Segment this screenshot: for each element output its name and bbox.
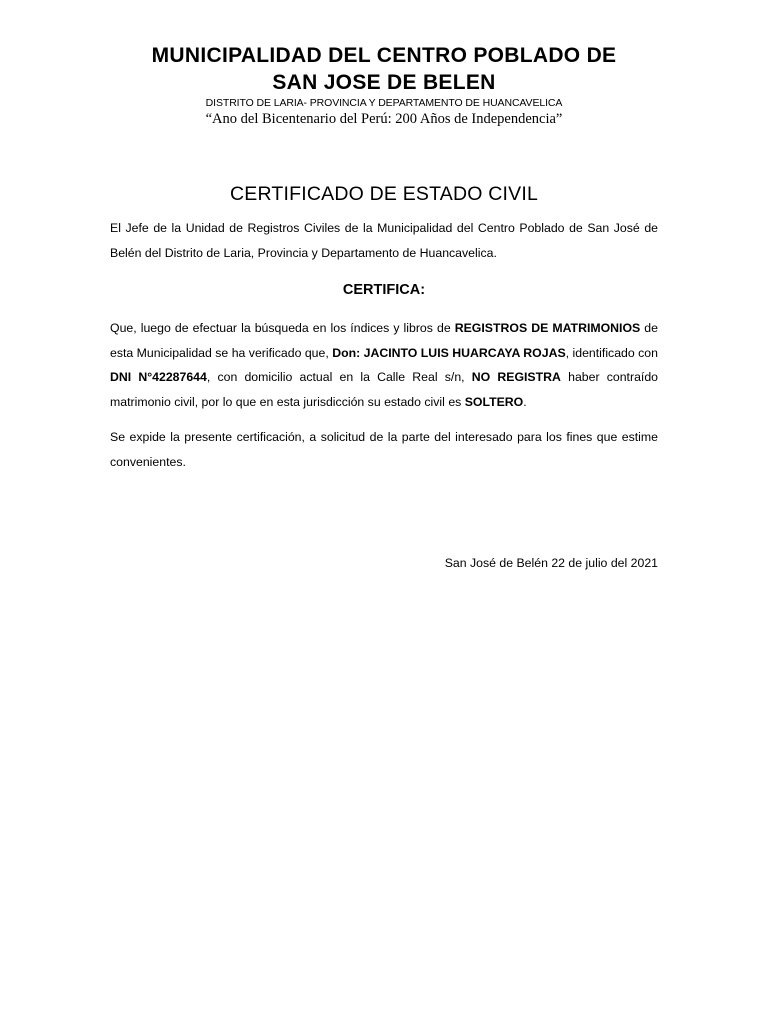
place-and-date: San José de Belén 22 de julio del 2021	[444, 556, 658, 570]
main-text-1: Que, luego de efectuar la búsqueda en los índices y libros de	[110, 321, 455, 335]
year-motto: “Ano del Bicentenario del Perú: 200 Años de Independencia”	[205, 111, 563, 127]
municipality-title-line2: SAN JOSE DE BELEN	[272, 71, 496, 94]
main-paragraph	[110, 316, 658, 414]
dni-number: DNI N°42287644	[110, 370, 207, 384]
closing-paragraph: Se expide la presente certificación, a solicitud de la parte del interesado para los fines que estime convenientes.	[110, 430, 658, 469]
main-text-4: , con domicilio actual en la Calle Real s/n,	[206, 370, 472, 384]
main-text-3: , identificado con	[565, 345, 658, 360]
main-text-6: .	[523, 394, 527, 409]
registry-type: REGISTROS DE MATRIMONIOS	[454, 321, 641, 335]
intro-paragraph: El Jefe de la Unidad de Registros Civiles de la Municipalidad del Centro Poblado de San José de Belén del Distrito de Laria, Provincia y Departamento de Huancavelica.	[110, 221, 658, 260]
civil-status: SOLTERO	[464, 394, 524, 409]
district-subtitle: DISTRITO DE LARIA- PROVINCIA Y DEPARTAMENTO DE HUANCAVELICA	[205, 97, 563, 109]
certifica-heading: CERTIFICA:	[342, 282, 426, 298]
main-text-2: de esta Municipalidad se ha verificado que,	[110, 321, 658, 360]
municipality-title-line1: MUNICIPALIDAD DEL CENTRO POBLADO DE	[151, 44, 617, 67]
main-text-5: haber contraído matrimonio civil, por lo que en esta jurisdicción su estado civil es	[110, 370, 658, 409]
registration-status: NO REGISTRA	[471, 370, 561, 384]
document-title: CERTIFICADO DE ESTADO CIVIL	[229, 183, 539, 205]
person-name: Don: JACINTO LUIS HUARCAYA ROJAS	[332, 345, 566, 360]
